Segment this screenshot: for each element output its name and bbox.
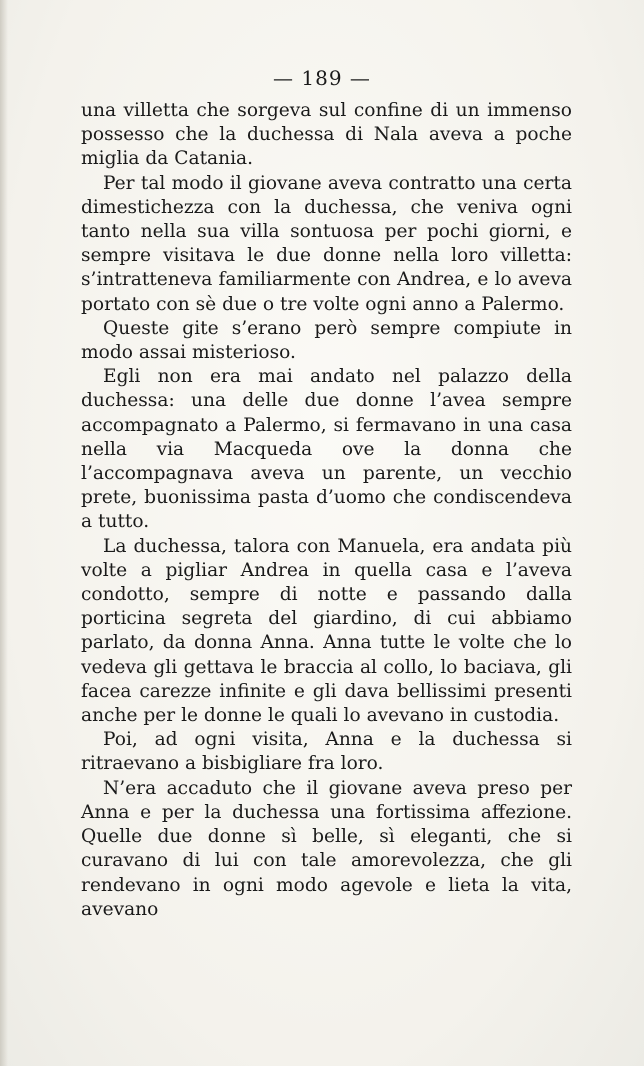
paragraph: N’era accaduto che il giovane aveva preso per Anna e per la duchessa una fortissima affezione. Quelle due donne sì belle, sì eleganti, che si curavano di lui con tale amorevolezza, che gli rendevano in ogni modo agevole e lieta la vita, avevano bbox=[81, 777, 572, 920]
page-edge-shadow bbox=[0, 0, 8, 1066]
paragraph: una villetta che sorgeva sul confine di un immenso possesso che la duchessa di Nala aveva a poche miglia da Catania. bbox=[81, 100, 572, 170]
paragraph: Per tal modo il giovane aveva contratto una certa dimestichezza con la duchessa, che veniva ogni tanto nella sua villa sontuosa per pochi giorni, e sempre visitava le due donne nella loro villetta: s’intratteneva familiarmente con Andrea, e lo aveva portato con sè due o tre volte ogni anno a Palermo. bbox=[81, 172, 572, 315]
body-text bbox=[81, 99, 572, 922]
page-number: — 189 — bbox=[273, 66, 371, 90]
paragraph: Poi, ad ogni visita, Anna e la duchessa si ritraevano a bisbigliare fra loro. bbox=[81, 729, 572, 775]
paragraph: La duchessa, talora con Manuela, era andata più volte a pigliar Andrea in quella casa e l’aveva condotto, sempre di notte e passando dalla porticina segreta del giardino, di cui abbiamo parlato, da donna Anna. Anna tutte le volte che lo vedeva gli gettava le braccia al collo, lo baciava, gli facea carezze infinite e gli dava bellissimi presenti anche per le donne le quali lo avevano in custodia. bbox=[81, 535, 572, 727]
paragraph: Queste gite s’erano però sempre compiute in modo assai misterioso. bbox=[81, 317, 572, 364]
paragraph: Egli non era mai andato nel palazzo della duchessa: una delle due donne l’avea sempre accompagnato a Palermo, si fermavano in una casa nella via Macqueda ove la donna che l’accompagnava aveva un parente, un vecchio prete, buonissima pasta d’uomo che condiscendeva a tutto. bbox=[81, 366, 572, 533]
